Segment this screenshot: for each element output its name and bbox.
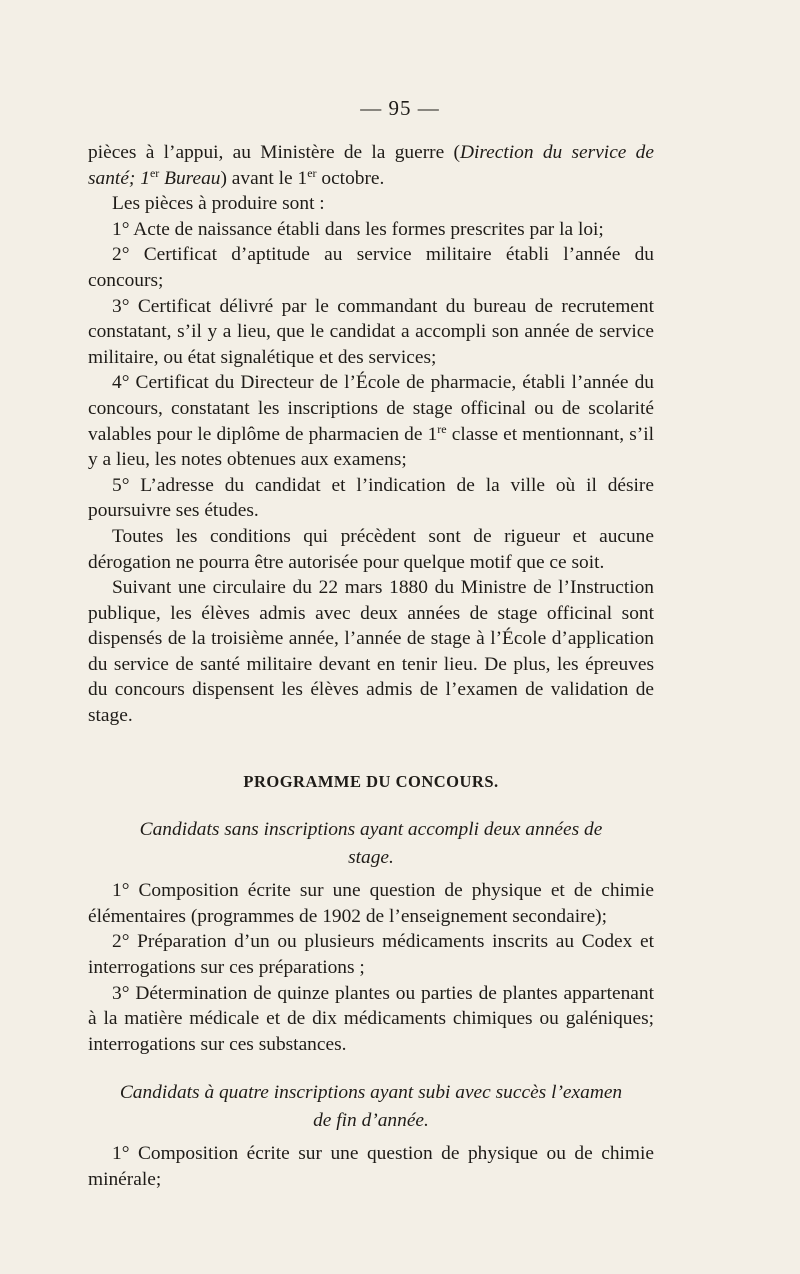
piece-item xyxy=(88,370,654,472)
piece-text: 4° Certificat du Directeur de l’École de pharmacie, établi l’année du concours, constatant les inscriptions de stage officinal ou de scolarité valables pour le diplôme de pharmacien de 1 xyxy=(88,372,654,445)
intro-italic: Direction du service de santé; 1 xyxy=(88,142,654,189)
intro-paragraph xyxy=(88,140,654,191)
piece-item: 5° L’adresse du candidat et l’indication de la ville où il désire poursuivre ses études. xyxy=(88,474,654,522)
section-title: PROGRAMME DU CONCOURS. xyxy=(243,771,499,791)
rigueur-paragraph: Toutes les conditions qui précèdent sont de rigueur et aucune dérogation ne pourra être autorisée pour quelque motif que ce soit. xyxy=(88,525,654,573)
exam-item: 1° Composition écrite sur une question de physique ou de chimie minérale; xyxy=(88,1143,654,1190)
piece-sup: re xyxy=(437,421,447,436)
page-body xyxy=(88,140,654,1193)
piece-item: 1° Acte de naissance établi dans les formes prescrites par la loi; xyxy=(112,218,604,240)
circulaire-paragraph: Suivant une circulaire du 22 mars 1880 du Ministre de l’Instruction publique, les élèves admis avec deux années de stage officinal sont dispensés de la troisième année, l’année de stage à l’École d’application du service de santé militaire devant en tenir lieu. De plus, les épreuves du concours dispensent les élèves admis de l’examen de validation de stage. xyxy=(88,577,654,727)
exam-item: 1° Composition écrite sur une question de physique et de chimie élémentaires (programmes de 1902 de l’enseignement secondaire); xyxy=(88,880,654,927)
intro-text: pièces à l’appui, au Ministère de la guerre ( xyxy=(88,142,460,163)
intro-text: octobre. xyxy=(316,167,385,189)
page-number: — 95 — xyxy=(360,96,440,120)
exam-item: 3° Détermination de quinze plantes ou parties de plantes appartenant à la matière médicale et de dix médicaments chimiques ou galéniques; interrogations sur ces substances. xyxy=(88,982,654,1055)
pieces-intro: Les pièces à produire sont : xyxy=(112,193,325,215)
piece-text: classe et mentionnant, s’il y a lieu, les notes obtenues aux examens; xyxy=(88,423,654,471)
intro-sup: er xyxy=(307,165,317,180)
piece-item: 3° Certificat délivré par le commandant du bureau de recrutement constatant, s’il y a lieu, que le candidat a accompli son année de service militaire, ou état signalétique et des services; xyxy=(88,295,654,368)
exam-item: 2° Préparation d’un ou plusieurs médicaments inscrits au Codex et interrogations sur ces préparations ; xyxy=(88,931,654,979)
intro-sup: er xyxy=(149,165,160,180)
intro-italic: Bureau xyxy=(159,167,221,189)
group-heading: Candidats à quatre inscriptions ayant subi avec succès l’examen de fin d’année. xyxy=(119,1082,623,1132)
intro-text: ) avant le 1 xyxy=(220,167,308,189)
piece-item: 2° Certificat d’aptitude au service militaire établi l’année du concours; xyxy=(88,244,654,291)
group-heading: Candidats sans inscriptions ayant accompli deux années de stage. xyxy=(139,819,603,869)
